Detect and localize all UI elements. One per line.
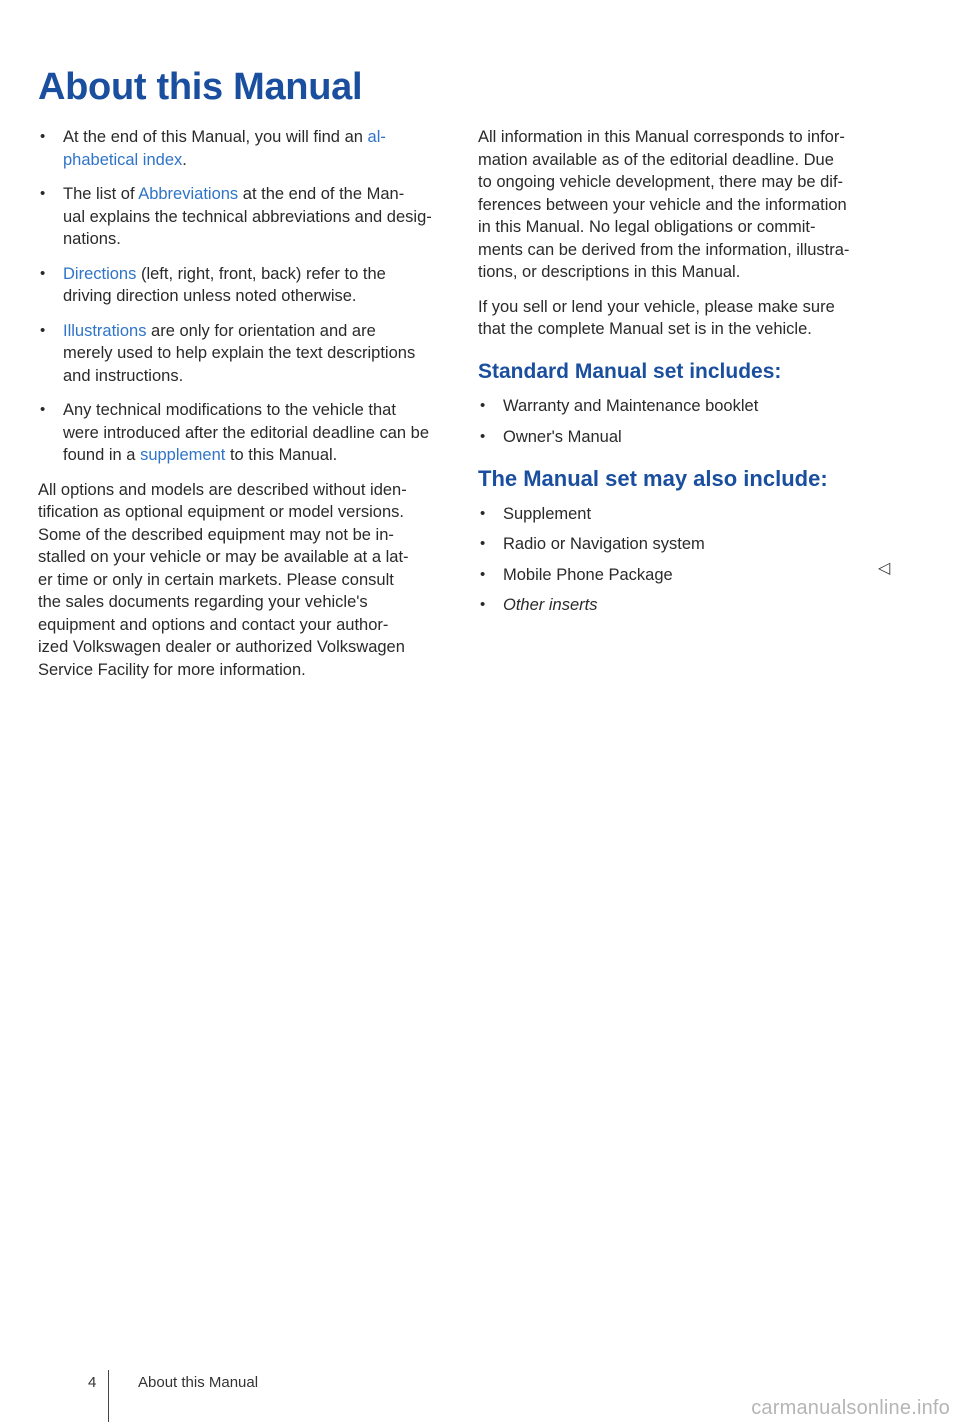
list-item bbox=[478, 426, 888, 449]
bullet-icon: • bbox=[480, 397, 486, 414]
list-item bbox=[478, 533, 888, 556]
list-item bbox=[478, 564, 888, 587]
bullet-icon: • bbox=[40, 401, 46, 418]
left-column bbox=[38, 126, 438, 693]
item-text: Other inserts bbox=[503, 596, 598, 614]
standard-set-heading: Standard Manual set includes: bbox=[478, 359, 782, 383]
footer-divider bbox=[108, 1370, 109, 1422]
bullet-icon: • bbox=[480, 535, 486, 552]
supplement-link[interactable]: supplement bbox=[140, 446, 226, 464]
list-item bbox=[478, 503, 888, 526]
item-text: are only for orientation and are merely used to help explain the text descriptions and instructions. bbox=[63, 321, 416, 385]
item-text: at the end of the Man- ual explains the technical abbreviations and desig- nations. bbox=[63, 185, 432, 248]
bullet-icon: • bbox=[40, 264, 46, 282]
information-paragraph: All information in this Manual corresponds to infor- mation available as of the editorial deadline. Due to ongoing vehicle development, there may be dif- ferences between your vehicle and the information in this Manual. No legal obligations or commit- ments can be derived from the information, illustra- tions, or descriptions in this Manual. bbox=[478, 128, 850, 281]
list-item bbox=[478, 395, 888, 418]
footer-section-title: About this Manual bbox=[138, 1374, 259, 1391]
bullet-icon: • bbox=[480, 504, 486, 522]
item-text: Owner's Manual bbox=[503, 427, 622, 446]
directions-link[interactable]: Directions bbox=[63, 264, 137, 283]
item-text: The list of bbox=[63, 185, 139, 203]
bullet-icon: • bbox=[40, 128, 46, 145]
item-text: . bbox=[182, 150, 187, 169]
item-text: Warranty and Maintenance booklet bbox=[503, 397, 759, 415]
item-text: Mobile Phone Package bbox=[503, 565, 673, 584]
right-column bbox=[478, 126, 891, 625]
watermark: carmanualsonline.info bbox=[751, 1397, 950, 1419]
options-paragraph: All options and models are described without iden- tification as optional equipment or model versions. Some of the described equipment may not be in- stalled on your vehicle or may be available at a lat- er time or only in certain markets. Please consult the sales documents regarding your vehicle's equipment and options and contact your author- ized Volkswagen dealer or authorized Volkswagen Service Facility for more information. bbox=[38, 480, 409, 679]
bullet-icon: • bbox=[40, 321, 46, 339]
item-text: Radio or Navigation system bbox=[503, 535, 705, 553]
page-title: About this Manual bbox=[38, 66, 363, 108]
list-item bbox=[38, 126, 438, 171]
list-item bbox=[38, 320, 438, 388]
index-link[interactable]: al- phabetical index bbox=[63, 128, 386, 169]
bullet-icon: • bbox=[480, 596, 486, 613]
list-item bbox=[38, 183, 438, 251]
sell-lend-paragraph: If you sell or lend your vehicle, please make sure that the complete Manual set is in the vehicle. bbox=[478, 297, 835, 338]
optional-set-heading: The Manual set may also include: bbox=[478, 466, 828, 491]
item-text: (left, right, front, back) refer to the driving direction unless noted otherwise. bbox=[63, 264, 386, 305]
bullet-icon: • bbox=[480, 565, 486, 583]
item-text: to this Manual. bbox=[225, 446, 338, 464]
item-text: Any technical modifications to the vehicle that were introduced after the editorial deadline can be found in a bbox=[63, 401, 429, 464]
list-item bbox=[478, 594, 888, 617]
list-item bbox=[38, 399, 438, 467]
illustrations-link[interactable]: Illustrations bbox=[63, 321, 147, 340]
bullet-icon: • bbox=[480, 427, 486, 445]
item-text: Supplement bbox=[503, 504, 592, 523]
page-number: 4 bbox=[88, 1374, 97, 1391]
item-text: At the end of this Manual, you will find an bbox=[63, 128, 368, 146]
bullet-icon: • bbox=[40, 185, 46, 202]
end-of-section-icon: ◁ bbox=[878, 560, 891, 577]
list-item bbox=[38, 263, 438, 308]
abbreviations-link[interactable]: Abbreviations bbox=[138, 185, 239, 203]
